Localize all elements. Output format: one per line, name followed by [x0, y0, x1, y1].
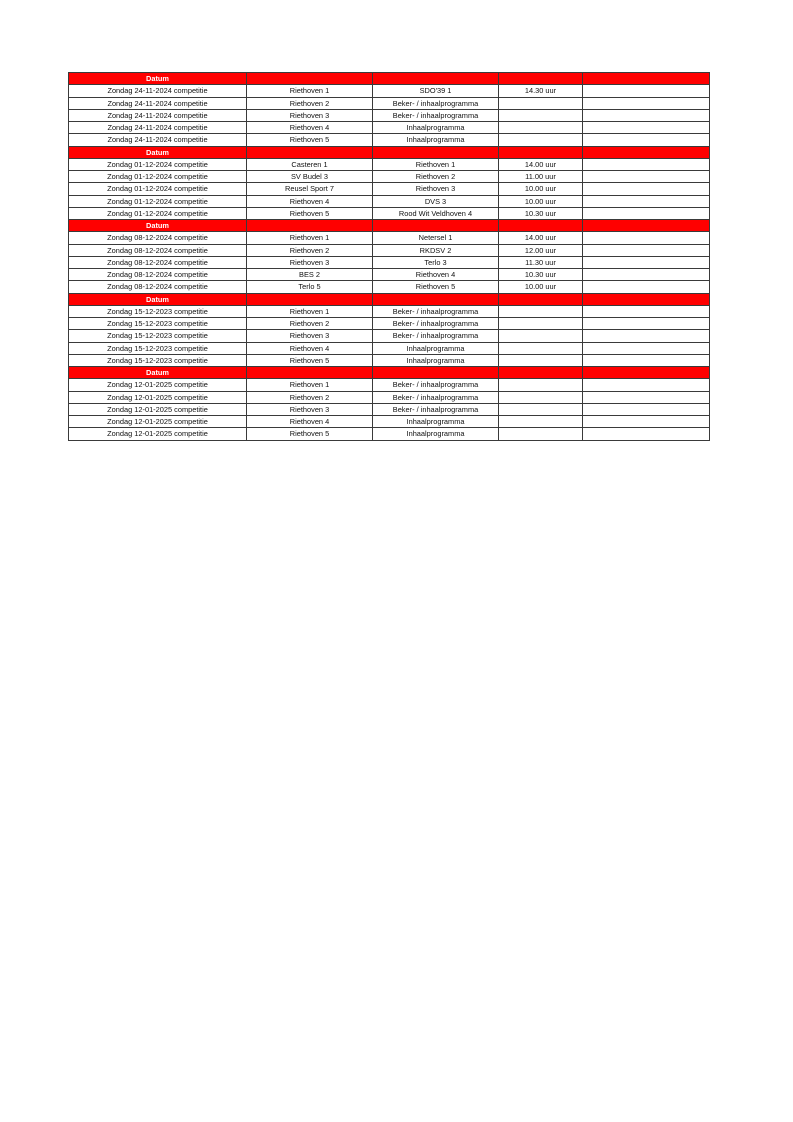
- header-empty-cell: [499, 293, 583, 305]
- home-team: SV Budel 3: [247, 171, 373, 183]
- home-team: Riethoven 1: [247, 379, 373, 391]
- header-empty-cell: [373, 73, 499, 85]
- match-row: [69, 85, 710, 97]
- kickoff-time: [499, 342, 583, 354]
- match-date: Zondag 08-12-2024 competitie: [69, 269, 247, 281]
- kickoff-time: [499, 379, 583, 391]
- kickoff-time: [499, 109, 583, 121]
- empty-cell: [583, 269, 710, 281]
- section-header-row: [69, 73, 710, 85]
- empty-cell: [583, 379, 710, 391]
- match-date: Zondag 01-12-2024 competitie: [69, 195, 247, 207]
- away-team: Beker- / inhaalprogramma: [373, 391, 499, 403]
- match-row: [69, 256, 710, 268]
- empty-cell: [583, 342, 710, 354]
- empty-cell: [583, 256, 710, 268]
- header-empty-cell: [373, 293, 499, 305]
- header-empty-cell: [247, 146, 373, 158]
- home-team: Riethoven 2: [247, 391, 373, 403]
- match-row: [69, 97, 710, 109]
- away-team: Inhaalprogramma: [373, 342, 499, 354]
- kickoff-time: 10.00 uur: [499, 183, 583, 195]
- match-date: Zondag 08-12-2024 competitie: [69, 244, 247, 256]
- away-team: Netersel 1: [373, 232, 499, 244]
- kickoff-time: 11.00 uur: [499, 171, 583, 183]
- header-empty-cell: [499, 367, 583, 379]
- home-team: Riethoven 5: [247, 134, 373, 146]
- header-datum: Datum: [69, 220, 247, 232]
- empty-cell: [583, 305, 710, 317]
- kickoff-time: 11.30 uur: [499, 256, 583, 268]
- kickoff-time: [499, 134, 583, 146]
- section-header-row: [69, 146, 710, 158]
- kickoff-time: 10.00 uur: [499, 281, 583, 293]
- away-team: Terlo 3: [373, 256, 499, 268]
- home-team: Riethoven 5: [247, 207, 373, 219]
- away-team: Riethoven 5: [373, 281, 499, 293]
- match-row: [69, 195, 710, 207]
- match-date: Zondag 08-12-2024 competitie: [69, 256, 247, 268]
- header-datum: Datum: [69, 146, 247, 158]
- kickoff-time: [499, 318, 583, 330]
- match-row: [69, 403, 710, 415]
- match-date: Zondag 15-12-2023 competitie: [69, 318, 247, 330]
- match-row: [69, 428, 710, 440]
- header-empty-cell: [583, 73, 710, 85]
- kickoff-time: 14.00 uur: [499, 232, 583, 244]
- match-date: Zondag 15-12-2023 competitie: [69, 330, 247, 342]
- empty-cell: [583, 207, 710, 219]
- header-empty-cell: [373, 146, 499, 158]
- away-team: RKDSV 2: [373, 244, 499, 256]
- header-empty-cell: [373, 220, 499, 232]
- match-row: [69, 416, 710, 428]
- home-team: Riethoven 3: [247, 403, 373, 415]
- header-empty-cell: [583, 367, 710, 379]
- home-team: Riethoven 3: [247, 109, 373, 121]
- empty-cell: [583, 171, 710, 183]
- kickoff-time: 10.30 uur: [499, 207, 583, 219]
- match-date: Zondag 24-11-2024 competitie: [69, 134, 247, 146]
- away-team: Inhaalprogramma: [373, 416, 499, 428]
- match-row: [69, 109, 710, 121]
- away-team: Beker- / inhaalprogramma: [373, 318, 499, 330]
- home-team: Riethoven 1: [247, 85, 373, 97]
- header-empty-cell: [247, 293, 373, 305]
- match-date: Zondag 01-12-2024 competitie: [69, 171, 247, 183]
- away-team: Inhaalprogramma: [373, 428, 499, 440]
- header-empty-cell: [583, 146, 710, 158]
- match-date: Zondag 12-01-2025 competitie: [69, 416, 247, 428]
- header-empty-cell: [499, 73, 583, 85]
- header-datum: Datum: [69, 367, 247, 379]
- empty-cell: [583, 158, 710, 170]
- match-row: [69, 330, 710, 342]
- home-team: Riethoven 4: [247, 416, 373, 428]
- match-row: [69, 379, 710, 391]
- away-team: Beker- / inhaalprogramma: [373, 109, 499, 121]
- kickoff-time: 12.00 uur: [499, 244, 583, 256]
- home-team: Riethoven 5: [247, 354, 373, 366]
- match-row: [69, 305, 710, 317]
- empty-cell: [583, 281, 710, 293]
- header-empty-cell: [499, 146, 583, 158]
- match-date: Zondag 12-01-2025 competitie: [69, 403, 247, 415]
- kickoff-time: [499, 428, 583, 440]
- empty-cell: [583, 195, 710, 207]
- kickoff-time: [499, 330, 583, 342]
- section-header-row: [69, 220, 710, 232]
- home-team: Casteren 1: [247, 158, 373, 170]
- kickoff-time: [499, 391, 583, 403]
- match-row: [69, 342, 710, 354]
- kickoff-time: [499, 354, 583, 366]
- home-team: Riethoven 2: [247, 97, 373, 109]
- header-empty-cell: [583, 293, 710, 305]
- header-empty-cell: [373, 367, 499, 379]
- match-schedule-table: [68, 72, 710, 441]
- kickoff-time: 10.30 uur: [499, 269, 583, 281]
- away-team: Rood Wit Veldhoven 4: [373, 207, 499, 219]
- home-team: BES 2: [247, 269, 373, 281]
- away-team: Beker- / inhaalprogramma: [373, 97, 499, 109]
- away-team: Inhaalprogramma: [373, 354, 499, 366]
- empty-cell: [583, 318, 710, 330]
- header-datum: Datum: [69, 73, 247, 85]
- home-team: Riethoven 1: [247, 232, 373, 244]
- empty-cell: [583, 391, 710, 403]
- empty-cell: [583, 244, 710, 256]
- away-team: Beker- / inhaalprogramma: [373, 330, 499, 342]
- empty-cell: [583, 122, 710, 134]
- header-empty-cell: [499, 220, 583, 232]
- away-team: Beker- / inhaalprogramma: [373, 403, 499, 415]
- match-date: Zondag 08-12-2024 competitie: [69, 232, 247, 244]
- away-team: Riethoven 4: [373, 269, 499, 281]
- away-team: DVS 3: [373, 195, 499, 207]
- away-team: Riethoven 1: [373, 158, 499, 170]
- match-row: [69, 183, 710, 195]
- empty-cell: [583, 428, 710, 440]
- match-date: Zondag 15-12-2023 competitie: [69, 342, 247, 354]
- kickoff-time: [499, 97, 583, 109]
- match-row: [69, 318, 710, 330]
- header-empty-cell: [247, 220, 373, 232]
- match-row: [69, 158, 710, 170]
- match-row: [69, 354, 710, 366]
- header-datum: Datum: [69, 293, 247, 305]
- empty-cell: [583, 183, 710, 195]
- match-row: [69, 171, 710, 183]
- schedule-body: [69, 73, 710, 441]
- home-team: Riethoven 4: [247, 195, 373, 207]
- match-date: Zondag 12-01-2025 competitie: [69, 379, 247, 391]
- away-team: Beker- / inhaalprogramma: [373, 305, 499, 317]
- away-team: Inhaalprogramma: [373, 134, 499, 146]
- empty-cell: [583, 85, 710, 97]
- kickoff-time: [499, 403, 583, 415]
- kickoff-time: 14.30 uur: [499, 85, 583, 97]
- home-team: Riethoven 2: [247, 318, 373, 330]
- match-row: [69, 281, 710, 293]
- match-row: [69, 269, 710, 281]
- kickoff-time: [499, 416, 583, 428]
- match-row: [69, 122, 710, 134]
- home-team: Riethoven 4: [247, 122, 373, 134]
- match-date: Zondag 24-11-2024 competitie: [69, 109, 247, 121]
- empty-cell: [583, 416, 710, 428]
- home-team: Riethoven 3: [247, 256, 373, 268]
- home-team: Terlo 5: [247, 281, 373, 293]
- home-team: Riethoven 2: [247, 244, 373, 256]
- match-row: [69, 232, 710, 244]
- home-team: Riethoven 3: [247, 330, 373, 342]
- empty-cell: [583, 134, 710, 146]
- home-team: Riethoven 4: [247, 342, 373, 354]
- match-date: Zondag 24-11-2024 competitie: [69, 85, 247, 97]
- match-date: Zondag 15-12-2023 competitie: [69, 354, 247, 366]
- empty-cell: [583, 97, 710, 109]
- section-header-row: [69, 367, 710, 379]
- match-date: Zondag 24-11-2024 competitie: [69, 97, 247, 109]
- match-date: Zondag 01-12-2024 competitie: [69, 207, 247, 219]
- match-date: Zondag 01-12-2024 competitie: [69, 183, 247, 195]
- match-row: [69, 244, 710, 256]
- empty-cell: [583, 109, 710, 121]
- kickoff-time: [499, 305, 583, 317]
- away-team: Riethoven 3: [373, 183, 499, 195]
- away-team: Inhaalprogramma: [373, 122, 499, 134]
- match-date: Zondag 12-01-2025 competitie: [69, 391, 247, 403]
- kickoff-time: 10.00 uur: [499, 195, 583, 207]
- home-team: Riethoven 5: [247, 428, 373, 440]
- empty-cell: [583, 330, 710, 342]
- match-date: Zondag 12-01-2025 competitie: [69, 428, 247, 440]
- empty-cell: [583, 232, 710, 244]
- empty-cell: [583, 403, 710, 415]
- home-team: Riethoven 1: [247, 305, 373, 317]
- away-team: SDO'39 1: [373, 85, 499, 97]
- match-date: Zondag 24-11-2024 competitie: [69, 122, 247, 134]
- kickoff-time: 14.00 uur: [499, 158, 583, 170]
- match-row: [69, 134, 710, 146]
- match-date: Zondag 01-12-2024 competitie: [69, 158, 247, 170]
- header-empty-cell: [247, 73, 373, 85]
- away-team: Beker- / inhaalprogramma: [373, 379, 499, 391]
- away-team: Riethoven 2: [373, 171, 499, 183]
- section-header-row: [69, 293, 710, 305]
- empty-cell: [583, 354, 710, 366]
- match-date: Zondag 08-12-2024 competitie: [69, 281, 247, 293]
- match-row: [69, 207, 710, 219]
- match-date: Zondag 15-12-2023 competitie: [69, 305, 247, 317]
- kickoff-time: [499, 122, 583, 134]
- home-team: Reusel Sport 7: [247, 183, 373, 195]
- header-empty-cell: [583, 220, 710, 232]
- match-row: [69, 391, 710, 403]
- header-empty-cell: [247, 367, 373, 379]
